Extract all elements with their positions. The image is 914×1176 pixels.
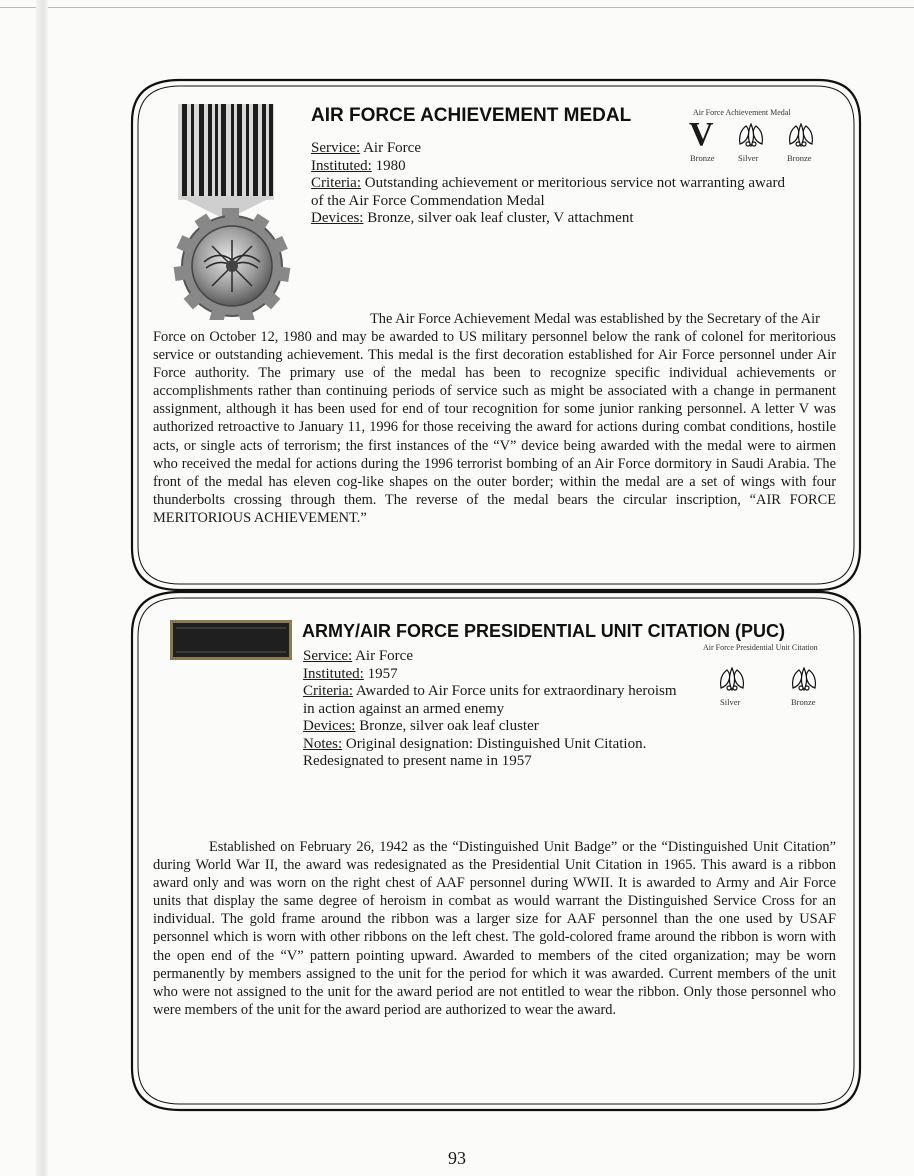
instituted-value: 1957 [363, 665, 398, 682]
section-1-body: Force on October 12, 1980 and may be awarded to US military personnel below the rank of colonel for meritorious service or outstanding achievement. This medal is the first decoration established for Air Force personnel under Air Force authority. The primary use of the medal has been to recognize specific individual achievements or accomplishments rather than continuing periods of service such as might be associated with a change in permanent assignment, although it has been used for end of tour recognition for some junior ranking personnel. A letter V was authorized retroactive to January 11, 1996 for those receiving the award for actions during combat conditions, hostile acts, or single acts of terrorism; the first instances of the “V” device being awarded with the medal were to airmen who received the medal for actions during the 1996 terrorist bombing of an Air Force dormitory in Saudi Arabia. The front of the medal has eleven cog-like shapes on the outer border; within the medal are a set of wings with four thunderbolts crossing through them. The reverse of the medal bears the circular inscription, “AIR FORCE MERITORIOUS ACHIEVEMENT.” [153, 329, 836, 526]
section-1-body-first-line: The Air Force Achievement Medal was established by the Secretary of the Air [370, 311, 820, 327]
section-2-title: ARMY/AIR FORCE PRESIDENTIAL UNIT CITATION (PUC) [302, 621, 785, 641]
criteria-continuation: of the Air Force Commendation Medal [311, 192, 545, 209]
instituted-value: 1980 [371, 157, 406, 174]
achievement-medal-image [170, 104, 300, 320]
oak-leaf-cluster-icon [786, 122, 816, 148]
service-value: Air Force [352, 648, 413, 664]
section-1-title: AIR FORCE ACHIEVEMENT MEDAL [311, 105, 632, 126]
instituted-row [311, 158, 801, 176]
page-number: 93 [448, 1148, 466, 1168]
section-2-info [303, 648, 693, 771]
device-caption: Bronze [791, 697, 816, 707]
oak-leaf-cluster-icon [717, 666, 747, 692]
notes-value: Original designation: Distinguished Unit Citation. [342, 735, 647, 752]
section-2-body: Established on February 26, 1942 as the “Distinguished Unit Badge” or the “Distinguished Unit Citation” during World War II, the award was redesignated as the Presidential Unit Citation in 1965. This award is a ribbon award only and was worn on the right chest of AAF personnel during WWII. It is awarded to Army and Air Force units that display the same degree of heroism in combat as would warrant the Distinguished Service Cross for an individual. The gold frame around the ribbon was a larger size for AAF personnel than the one used by USAF personnel which is worn with other ribbons on the left chest. The gold-colored frame around the ribbon is worn with the open end of the “V” pattern pointing upward. Awarded to members of the cited organization; may be worn permanently by members assigned to the unit for the period for which it was awarded. Current members of the unit who were not assigned to the unit for the award period are not entitled to wear the ribbon. Only those personnel who were members of the unit for the award period are authorized to wear the award. [153, 839, 836, 1018]
devices-label: Devices: [303, 718, 356, 734]
criteria-label: Criteria: [311, 175, 361, 191]
devices-label: Devices: [311, 210, 364, 226]
instituted-label: Instituted: [303, 665, 364, 682]
device-caption: Bronze [690, 153, 715, 163]
notes-row [303, 736, 693, 754]
service-label: Service: [303, 648, 353, 664]
device-caption: Silver [738, 153, 759, 163]
devices-value: Bronze, silver oak leaf cluster [355, 718, 539, 734]
devices-row [303, 718, 693, 736]
section-1-info [311, 140, 801, 228]
criteria-row [303, 683, 693, 701]
criteria-value: Awarded to Air Force units for extraordinary heroism [352, 683, 677, 699]
instituted-row [303, 666, 693, 684]
service-value: Air Force [360, 140, 421, 156]
device-caption: Silver [720, 697, 741, 707]
service-row [303, 648, 693, 666]
criteria-row [311, 175, 801, 193]
oak-leaf-cluster-icon [736, 122, 766, 148]
notes-continuation: Redesignated to present name in 1957 [303, 753, 532, 769]
criteria-value: Outstanding achievement or meritorious service not warranting award [360, 175, 786, 191]
service-row [311, 140, 801, 158]
devices-value: Bronze, silver oak leaf cluster, V attachment [363, 210, 634, 226]
criteria-continuation: in action against an armed enemy [303, 700, 505, 717]
service-label: Service: [311, 140, 361, 156]
notes-label: Notes: [303, 735, 343, 752]
device-caption: Bronze [787, 153, 812, 163]
puc-ribbon-image [170, 620, 292, 660]
section-1-devices-title: Air Force Achievement Medal [693, 108, 791, 117]
criteria-label: Criteria: [303, 683, 353, 699]
instituted-label: Instituted: [311, 157, 372, 174]
oak-leaf-cluster-icon [789, 666, 819, 692]
v-attachment-icon: V [689, 116, 714, 153]
devices-row [311, 210, 801, 228]
section-2-devices-title: Air Force Presidential Unit Citation [703, 643, 818, 652]
